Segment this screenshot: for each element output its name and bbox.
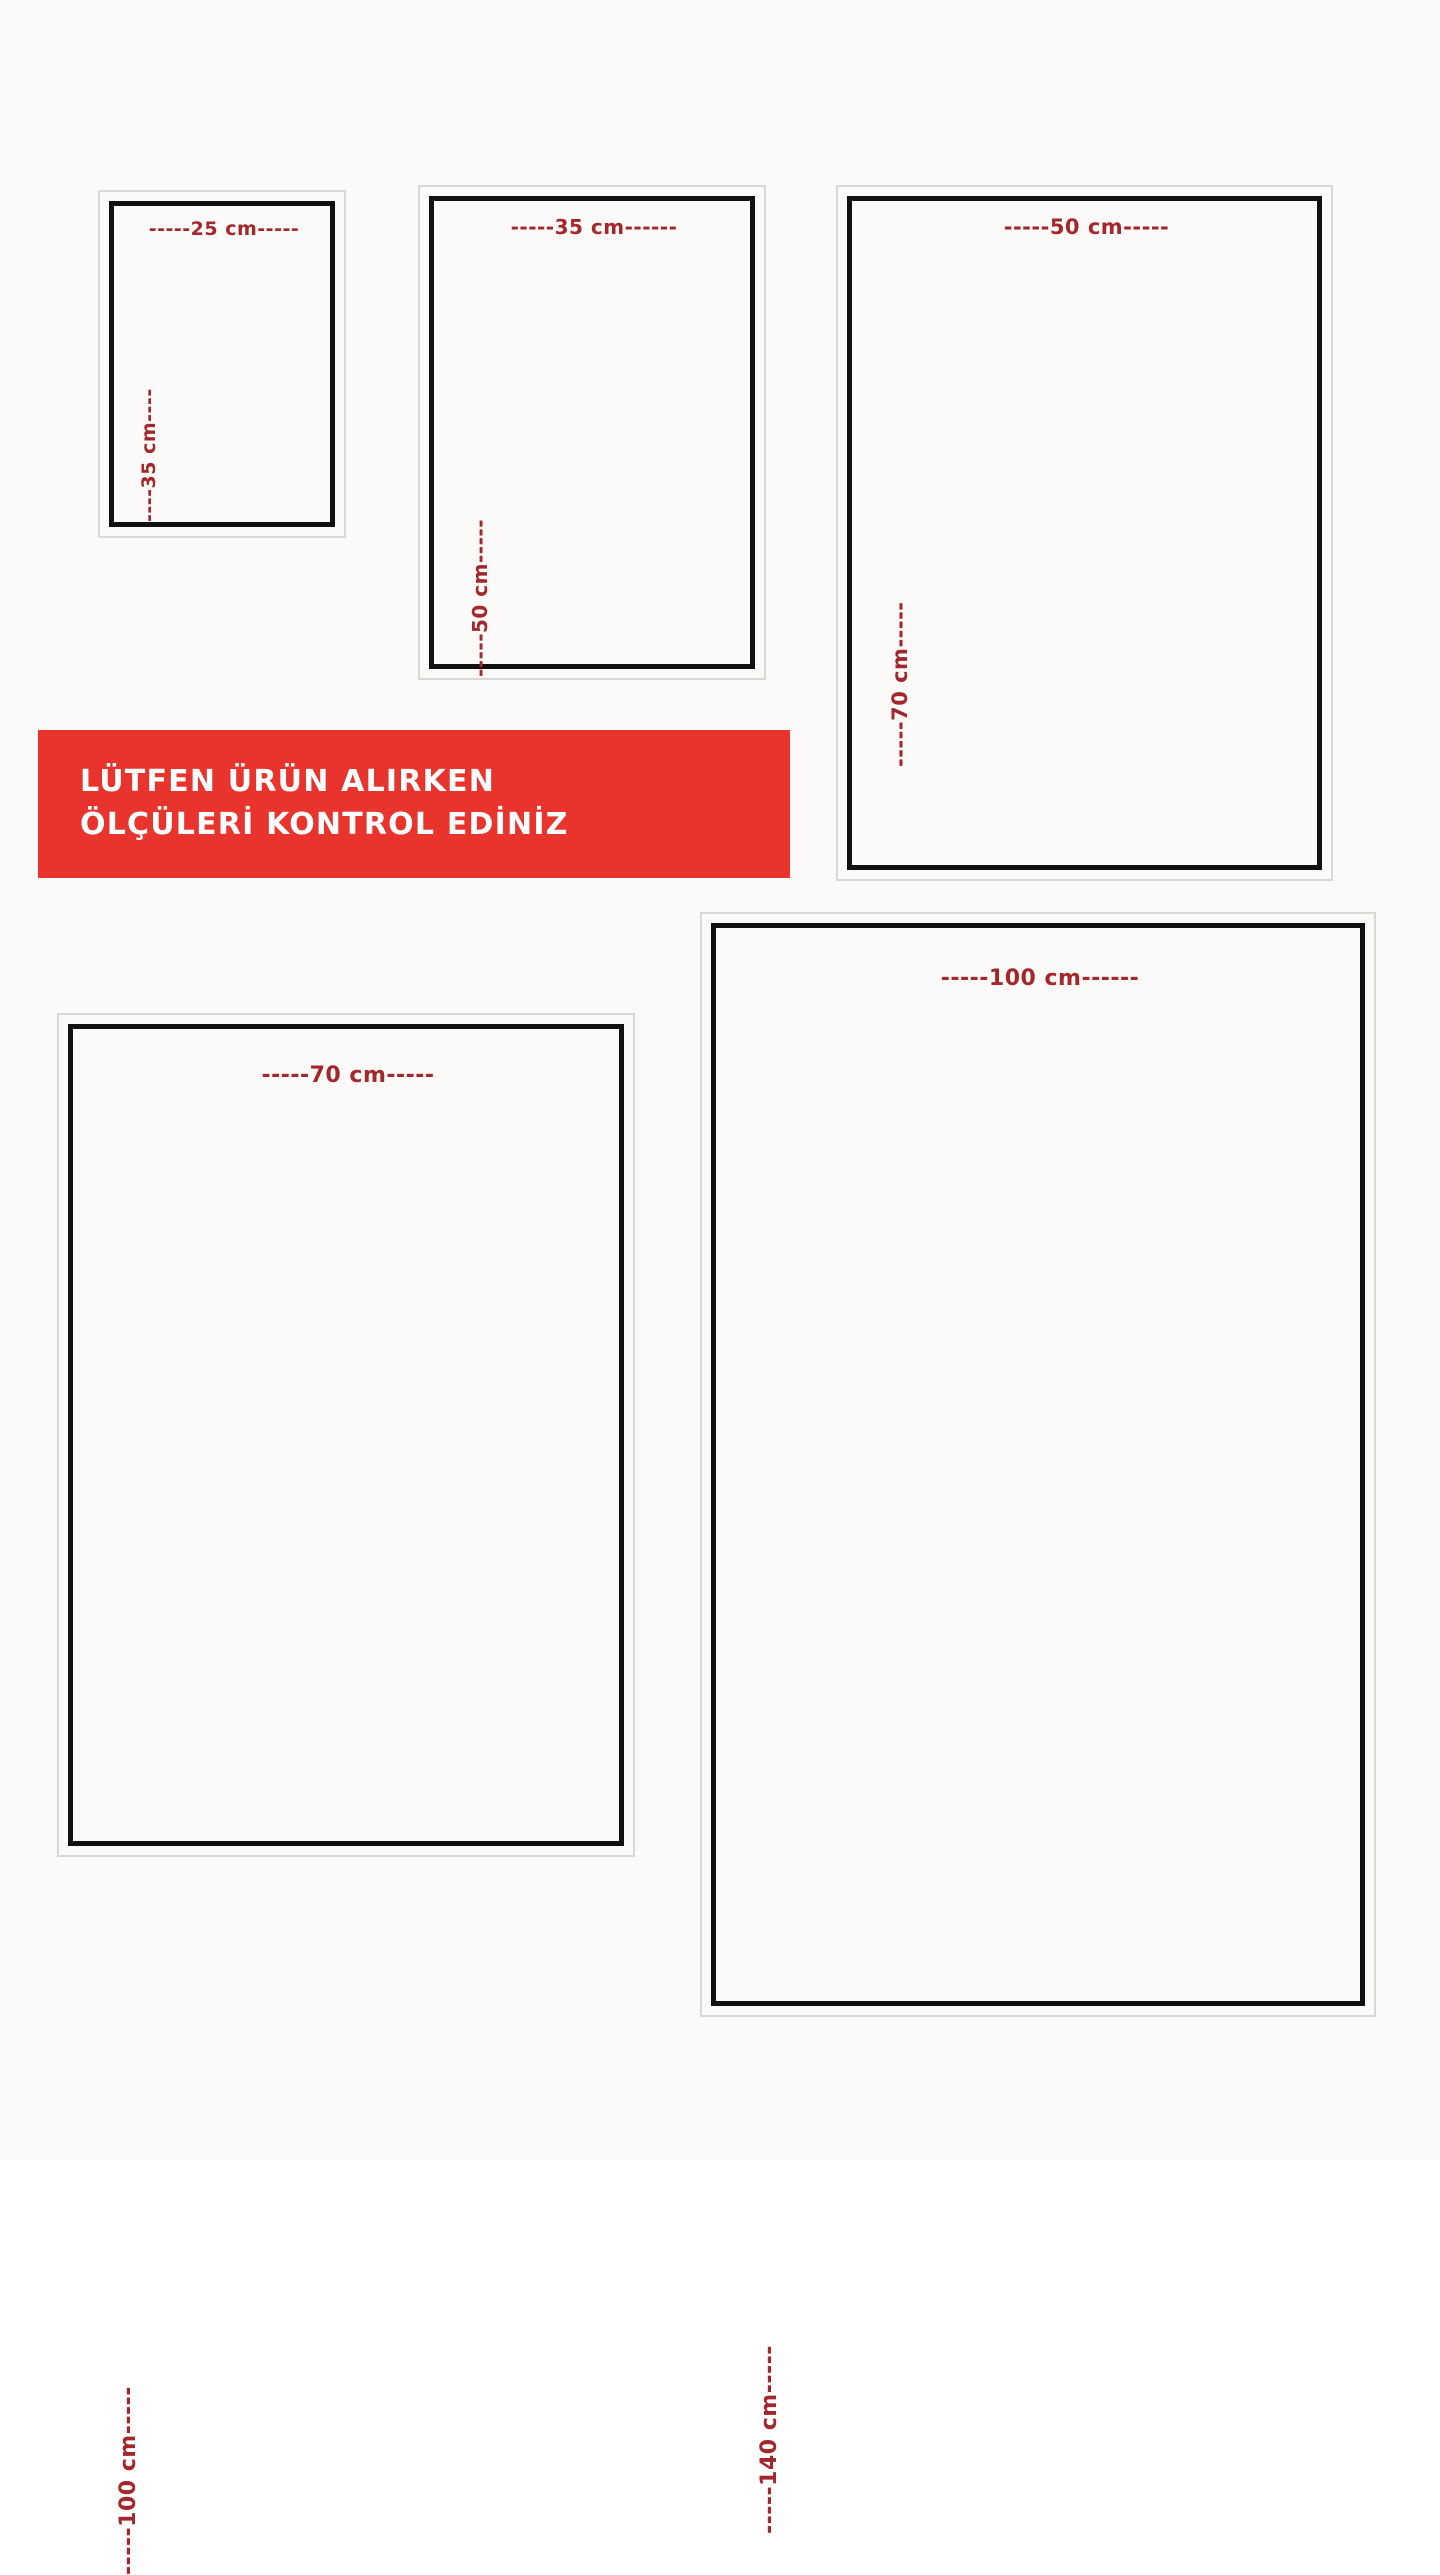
size-card-50x70 [836, 185, 1333, 881]
size-inner-panel [711, 923, 1365, 2006]
size-card-35x50 [418, 185, 766, 680]
height-label-35x50: -----50 cm----- [468, 519, 492, 677]
height-label-25x35: ----35 cm---- [138, 388, 160, 522]
warning-line-1: LÜTFEN ÜRÜN ALIRKEN [80, 764, 496, 800]
width-label-70x100: -----70 cm----- [261, 1063, 435, 1088]
width-label-50x70: -----50 cm----- [1003, 215, 1170, 239]
size-card-70x100 [57, 1013, 635, 2575]
size-card-25x35 [98, 190, 346, 538]
width-label-35x50: -----35 cm------ [510, 215, 678, 239]
width-label-100x140: -----100 cm------ [940, 966, 1140, 991]
width-label-25x35: -----25 cm----- [148, 218, 300, 240]
height-label-100x140: -----140 cm----- [757, 2345, 782, 2534]
warning-banner [38, 730, 790, 878]
height-label-50x70: -----70 cm----- [888, 601, 912, 767]
height-label-70x100: -----100 cm----- [116, 2386, 141, 2575]
size-card-100x140 [700, 912, 1376, 2534]
size-inner-panel [847, 196, 1322, 870]
size-inner-panel [68, 1024, 624, 1846]
warning-line-2: ÖLÇÜLERİ KONTROL EDİNİZ [80, 807, 569, 842]
